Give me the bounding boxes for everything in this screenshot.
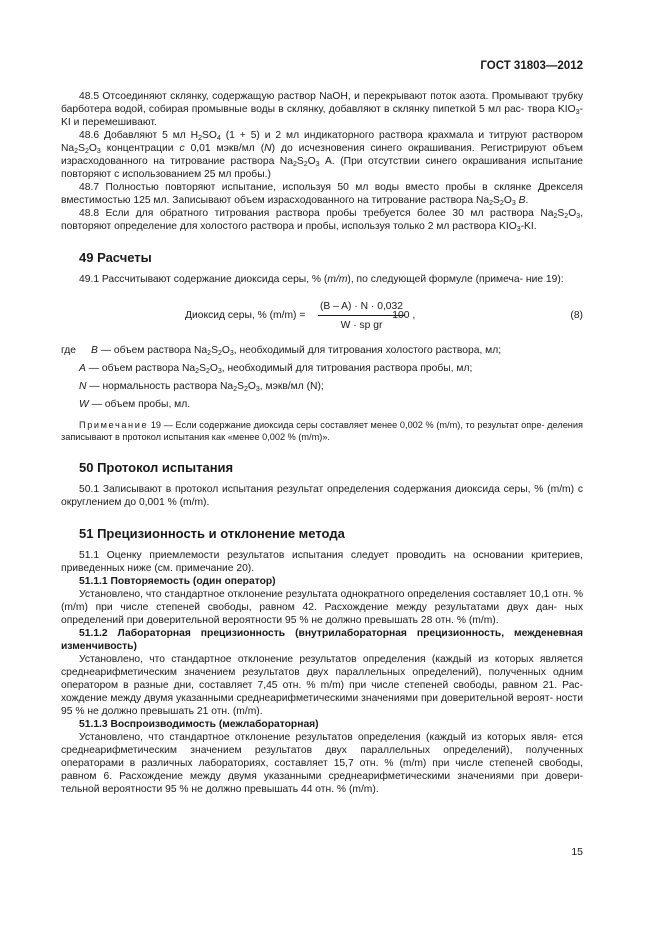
paragraph-51-1: 51.1 Оценку приемлемости результатов испытания следует проводить на основании критериев, приведенных ниже (см. примечание 20). xyxy=(61,550,583,574)
paragraph-51-1-1: Установлено, что стандартное отклонение результата однократного определения составляет 10,1 отн. % (m/m) при числе степеней свободы, равном 42. Расхождение между результатами двух дан- ных определений при доверительной вероятности 95 % не должно превышать 28 отн. % (m/m). xyxy=(61,589,583,626)
where-label: где xyxy=(61,345,77,356)
paragraph-48-8: 48.8 Если для обратного титрования раствора пробы требуется более 30 мл раствора $Na_2S_2O_3$, повторяют определение для холостого раствора и пробы, используя только 2 мл раствора $KIO_3-KI$. xyxy=(61,208,583,233)
document-id-header: ГОСТ 31803—2012 xyxy=(480,60,583,72)
formula-rhs: · 100 , xyxy=(386,310,416,321)
note-19: Примечание 19 — Если содержание диоксида серы составляет менее 0,002 % (m/m), то результат опре- деления записывают в протокол испытания как «менее 0,002 % (m/m)». xyxy=(61,420,583,442)
page-content xyxy=(61,90,583,796)
formula-number: (8) xyxy=(570,310,583,321)
heading-51-1-1: 51.1.1 Повторяемость (один оператор) xyxy=(79,576,276,587)
paragraph-48-6: 48.6 Добавляют 5 мл $H_2SO_4$ (1 + 5) и 2 мл индикаторного раствора крахмала и титруют раствором $Na_2S_2O_3$ концентрации с 0,01 мэкв/мл (N) до исчезновения синего окрашивания. Регистрируют объем израсходованного на титрование раствора $Na_2S_2O_3$ А. (При отсутствии синего окрашивания испытание повторяют с использованием 25 мл пробы.) xyxy=(61,130,583,180)
heading-51-precision: 51 Прецизионность и отклонение метода xyxy=(79,526,345,541)
definition-A: A — объем раствора $Na_2S_2O_3$, необходимый для титрования раствора пробы, мл; xyxy=(79,363,473,375)
page-number: 15 xyxy=(571,846,583,858)
heading-50-protocol: 50 Протокол испытания xyxy=(79,460,234,475)
definition-W: W — объем пробы, мл. xyxy=(79,399,191,410)
formula-denominator: W · sp gr xyxy=(340,320,383,331)
paragraph-49-1: 49.1 Рассчитывают содержание диоксида серы, % (m/m), по следующей формуле (примеча- ние 19): xyxy=(79,274,564,285)
formula-lhs: Диоксид серы, % (m/m) = xyxy=(185,310,306,321)
definition-B: где B — объем раствора $Na_2S_2O_3$, необходимый для титрования холостого раствора, мл; xyxy=(61,345,502,357)
heading-51-1-2: 51.1.2 Лабораторная прецизионность (внутрилабораторная прецизионность, межденевная изменчивость) xyxy=(61,628,583,652)
paragraph-48-7: 48.7 Полностью повторяют испытание, используя 50 мл воды вместо пробы в склянке Дрекселя вместимостью 125 мл. Записывают объем израсходованного на титрование раствора $Na_2S_2O_3$ B. xyxy=(61,182,583,207)
heading-51-1-3: 51.1.3 Воспроизводимость (межлабораторная) xyxy=(79,719,319,730)
formula-numerator: (B – A) · N · 0,032 xyxy=(318,300,405,316)
paragraph-51-1-3: Установлено, что стандартное отклонение результатов определения (каждый из которых явля- ется среднеарифметическим значением результатов двух параллельных определений), полученных операторами в различных лабораториях, составляет 15,7 отн. % (m/m) при числе степеней свободы, равном 6. Расхождение между двумя указанными среднеарифметическими значениями при довери- тельной вероятности 95 % не должно превышать 44 отн. % (m/m). xyxy=(61,732,583,795)
paragraph-48-5: 48.5 Отсоединяют склянку, содержащую раствор NaOH, и перекрывают поток азота. Промывают трубку барботера водой, собирая промывные воды в склянку, добавляют в склянку пипеткой 5 мл рас- твора $KIO_3-KI$ и перемешивают. xyxy=(61,91,583,128)
heading-49-calculations: 49 Расчеты xyxy=(79,250,152,265)
paragraph-50-1: 50.1 Записывают в протокол испытания результат определения содержания диоксида серы, % (m/m) с округлением до 0,001 % (m/m). xyxy=(61,484,583,508)
definition-N: N — нормальность раствора $Na_2S_2O_3$, мэкв/мл (N); xyxy=(79,381,324,393)
paragraph-51-1-2: Установлено, что стандартное отклонение результатов определения (каждый из которых является среднеарифметическим значением результатов двух параллельных определений), полученных одним оператором в разные дни, составляет 7,45 отн. % m/m) при числе степеней свободы, равном 21. Рас- хождение между двумя указанными среднеарифметическими значениями при доверительной вероят- ности 95 % не должно превышать 21 отн. (m/m). xyxy=(61,654,583,717)
variable-definitions xyxy=(61,344,583,411)
formula-8 xyxy=(61,298,583,334)
